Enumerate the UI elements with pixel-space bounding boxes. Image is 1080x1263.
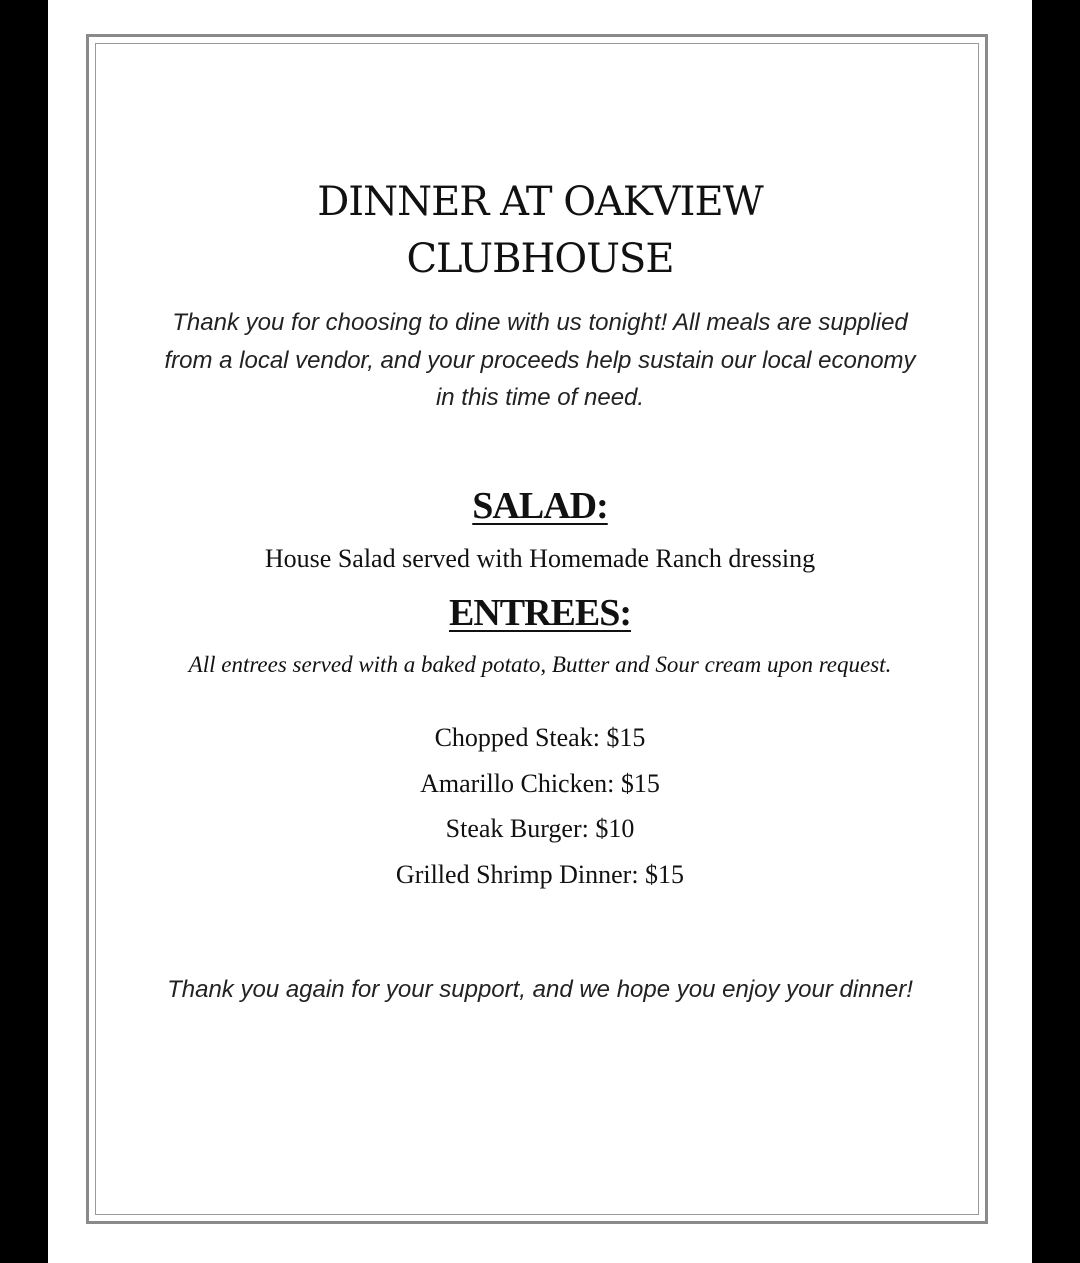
entrees-note: All entrees served with a baked potato, Butter and Sour cream upon request. (188, 652, 892, 677)
menu-item-chopped-steak: Chopped Steak: $15 (434, 723, 646, 752)
outro-paragraph: Thank you again for your support, and we hope you enjoy your dinner! (167, 976, 913, 1003)
menu-title-line-2: CLUBHOUSE (406, 236, 674, 282)
menu-item-steak-burger: Steak Burger: $10 (445, 814, 635, 843)
menu-item-grilled-shrimp-dinner: Grilled Shrimp Dinner: $15 (395, 860, 685, 889)
menu-page (48, 0, 1032, 1263)
salad-description: House Salad served with Homemade Ranch dressing (264, 544, 816, 573)
menu-item-amarillo-chicken: Amarillo Chicken: $15 (420, 769, 660, 798)
salad-heading: SALAD: (472, 485, 608, 527)
menu-title-line-1: DINNER AT OAKVIEW (317, 179, 763, 225)
intro-paragraph: Thank you for choosing to dine with us tonight! All meals are supplied from a local vendor, and your proceeds help sustain our local economy in this time of need. (164, 309, 916, 411)
entrees-heading: ENTREES: (448, 592, 632, 634)
